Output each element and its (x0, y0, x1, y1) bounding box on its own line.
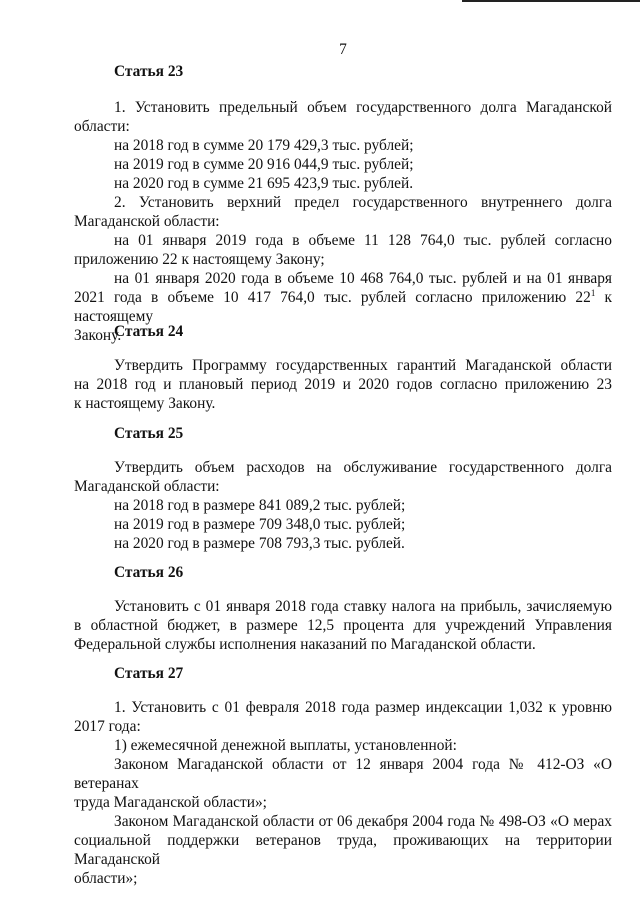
a26-line: в областной бюджет, в размере 12,5 процента для учреждений Управления (74, 617, 612, 634)
a24-line: на 2018 год и плановый период 2019 и 2020 годов согласно приложению 23 (74, 376, 612, 393)
a24-line: к настоящему Закону. (74, 395, 216, 412)
a27-line: 1) ежемесячной денежной выплаты, установленной: (114, 737, 457, 754)
a25-list-item: на 2020 год в размере 708 793,3 тыс. рублей. (114, 535, 405, 552)
page-number: 7 (339, 41, 347, 58)
article-27-title: Статья 27 (114, 665, 184, 682)
a27-line: Законом Магаданской области от 06 декабря 2004 года № 498-ОЗ «О мерах (114, 813, 612, 830)
a27-line: Законом Магаданской области от 12 января 2004 года № 412-ОЗ «О ветеранах (74, 756, 612, 792)
a27-line: социальной поддержки ветеранов труда, проживающих на территории Магаданской (74, 832, 612, 868)
article-24-body (74, 356, 612, 413)
a23-p4-line2 (74, 288, 612, 326)
a23-p4-line1: на 01 января 2020 года в объеме 10 468 764,0 тыс. рублей и на 01 января (114, 270, 612, 287)
article-23-title: Статья 23 (114, 63, 184, 80)
a25-line: Магаданской области: (74, 478, 220, 495)
a23-p2-line1: 2. Установить верхний предел государственного внутреннего долга (114, 194, 612, 211)
top-rule (462, 0, 640, 2)
a24-line: Утвердить Программу государственных гарантий Магаданской области (114, 357, 612, 374)
a23-list-item: на 2018 год в сумме 20 179 429,3 тыс. рублей; (114, 137, 414, 154)
a25-list-item: на 2018 год в размере 841 089,2 тыс. рублей; (114, 497, 406, 514)
a23-p2-line2: Магаданской области: (74, 213, 220, 230)
a26-line: Федеральной службы исполнения наказаний по Магаданской области. (74, 636, 536, 653)
a25-list-item: на 2019 год в размере 709 348,0 тыс. рублей; (114, 516, 406, 533)
a26-line: Установить с 01 января 2018 года ставку налога на прибыль, зачисляемую (114, 598, 612, 615)
a27-line: области»; (74, 870, 138, 887)
a27-line: 2017 года: (74, 718, 141, 735)
article-24-title: Статья 24 (114, 323, 184, 340)
a23-p4-text: к настоящему (74, 289, 612, 325)
article-27-body (74, 698, 612, 888)
a23-p1-line1: 1. Установить предельный объем государственного долга Магаданской (114, 99, 612, 116)
a23-p4-line3: Закону. (74, 327, 122, 344)
a25-line: Утвердить объем расходов на обслуживание государственного долга (114, 459, 612, 476)
a23-p3-line1: на 01 января 2019 года в объеме 11 128 764,0 тыс. рублей согласно (114, 232, 612, 249)
a23-p3-line2: приложению 22 к настоящему Закону; (74, 251, 325, 268)
article-25-body (74, 458, 612, 553)
a23-list-item: на 2020 год в сумме 21 695 423,9 тыс. рублей. (114, 175, 414, 192)
superscript: 1 (590, 288, 596, 298)
article-25-title: Статья 25 (114, 425, 184, 442)
article-26-body (74, 597, 612, 654)
a23-p1-line2: области: (74, 118, 130, 135)
article-23-body (74, 98, 612, 345)
a23-p4-text: 2021 года в объеме 10 417 764,0 тыс. рублей согласно приложению 22 (74, 289, 591, 306)
a27-line: 1. Установить с 01 февраля 2018 года размер индексации 1,032 к уровню (114, 699, 612, 716)
a23-list-item: на 2019 год в сумме 20 916 044,9 тыс. рублей; (114, 156, 414, 173)
a27-line: труда Магаданской области»; (74, 794, 267, 811)
article-26-title: Статья 26 (114, 564, 184, 581)
